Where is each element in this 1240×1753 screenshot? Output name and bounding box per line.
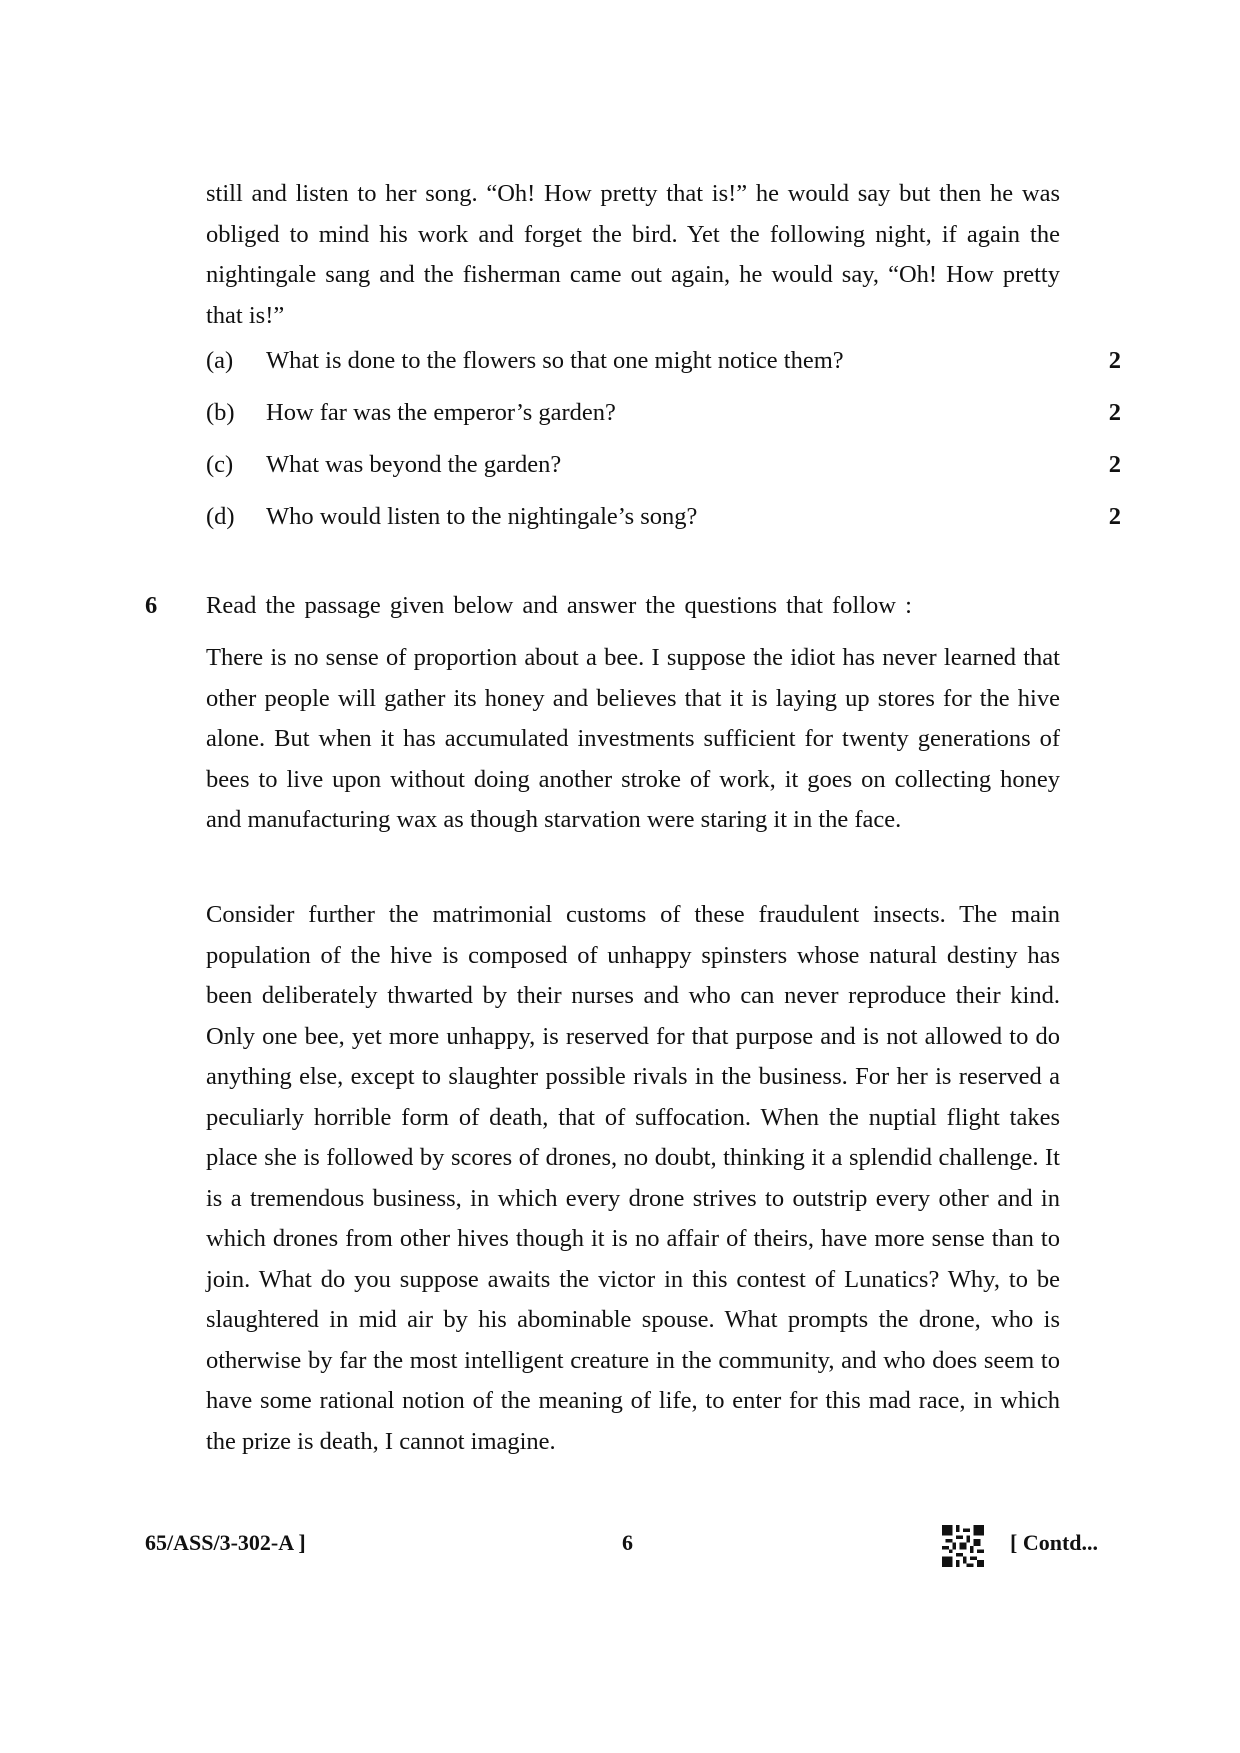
marks: 2	[1108, 451, 1121, 478]
sub-question-text: How far was the emperor’s garden?	[266, 399, 616, 426]
sub-question-label: (a)	[206, 347, 234, 374]
sub-question-d	[206, 503, 1121, 543]
question-number: 6	[145, 592, 158, 619]
sub-question-label: (b)	[206, 399, 235, 426]
paper-code: 65/ASS/3-302-A ]	[145, 1530, 306, 1555]
sub-question-c	[206, 451, 1121, 491]
marks: 2	[1108, 347, 1121, 374]
marks: 2	[1108, 503, 1121, 530]
page-number: 6	[622, 1530, 633, 1555]
sub-question-a	[206, 347, 1121, 387]
passage-paragraph-2: Consider further the matrimonial customs of these fraudulent insects. The main population of the hive is composed of unhappy spinsters whose natural destiny has been deliberately thwarted by their nurses and who can never reproduce their kind. Only one bee, yet more unhappy, is reserved for that purpose and is not allowed to do anything else, except to slaughter possible rivals in the business. For her is reserved a peculiarly horrible form of death, that of suffocation. When the nuptial flight takes place she is followed by scores of drones, no doubt, thinking it a splendid challenge. It is a tremendous business, in which every drone strives to outstrip every other and in which drones from other hives though it is no affair of theirs, have more sense than to join. What do you suppose awaits the victor in this contest of Lunatics? Why, to be slaughtered in mid air by his abominable spouse. What prompts the drone, who is otherwise by far the most intelligent creature in the community, and who does seem to have some rational notion of the meaning of life, to enter for this mad race, in which the prize is death, I cannot imagine.	[206, 901, 1060, 1455]
marks: 2	[1108, 399, 1121, 426]
passage-continuation: still and listen to her song. “Oh! How pretty that is!” he would say but then he was obliged to mind his work and forget the bird. Yet the following night, if again the nightingale sang and the fisherman came out again, he would say, “Oh! How pretty that is!”	[206, 180, 1060, 329]
question-instruction: Read the passage given below and answer the questions that follow :	[206, 592, 912, 619]
passage-paragraph-1: There is no sense of proportion about a bee. I suppose the idiot has never learned that other people will gather its honey and believes that it is laying up stores for the hive alone. But when it has accumulated investments sufficient for twenty generations of bees to live upon without doing another stroke of work, it goes on collecting honey and manufacturing wax as though starvation were staring it in the face.	[206, 644, 1060, 833]
sub-question-label: (d)	[206, 503, 235, 530]
sub-question-text: What was beyond the garden?	[266, 451, 562, 478]
sub-question-label: (c)	[206, 451, 234, 478]
sub-question-text: Who would listen to the nightingale’s song?	[266, 503, 698, 530]
sub-question-b	[206, 399, 1121, 439]
continued-marker: [ Contd...	[1010, 1530, 1099, 1555]
qr-code-icon	[942, 1525, 984, 1567]
sub-question-text: What is done to the flowers so that one might notice them?	[266, 347, 844, 374]
